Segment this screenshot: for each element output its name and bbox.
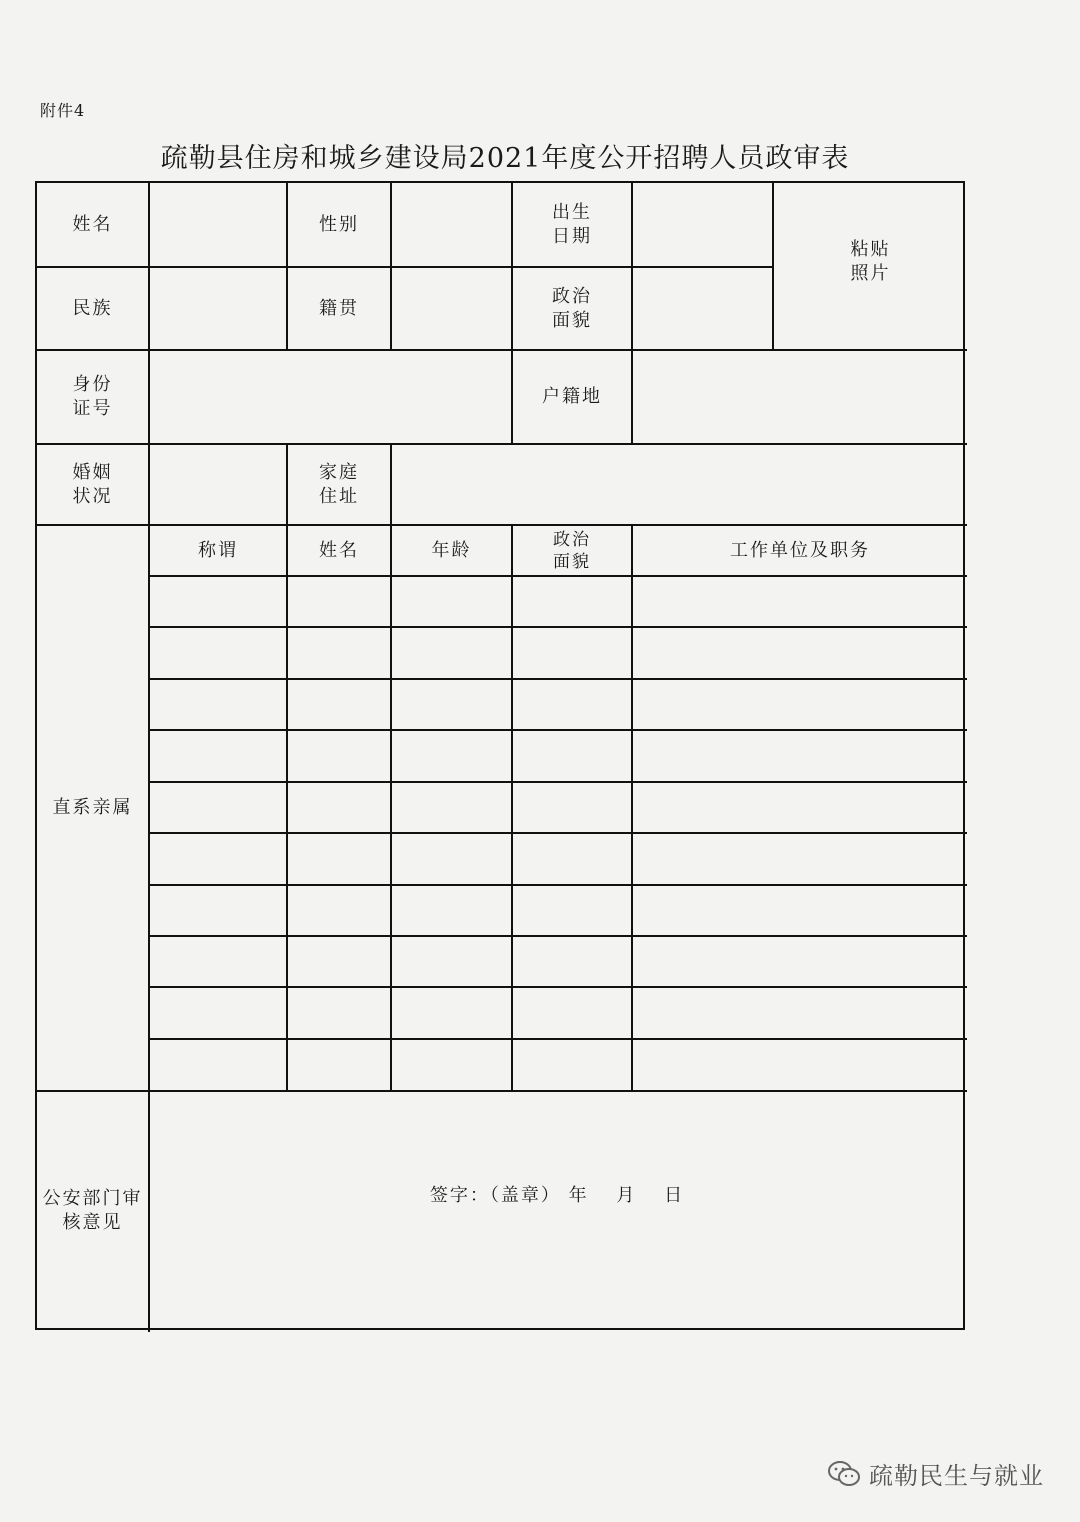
row-divider bbox=[149, 678, 967, 680]
ethnicity-value-field[interactable] bbox=[150, 268, 286, 349]
watermark-text: 疏勒民生与就业 bbox=[869, 1462, 1044, 1490]
row-divider bbox=[37, 1090, 967, 1092]
gender-value-field[interactable] bbox=[392, 183, 511, 266]
row-divider bbox=[149, 832, 967, 834]
gender-label: 性别 bbox=[319, 213, 359, 235]
signature-line: 签字：（盖章） bbox=[429, 1185, 561, 1206]
row-divider bbox=[149, 781, 967, 783]
police-review-signature-area[interactable] bbox=[147, 1183, 967, 1209]
photo-area[interactable]: 粘贴 照片 bbox=[850, 239, 891, 284]
home-address-label: 家庭 住址 bbox=[319, 461, 359, 507]
relatives-header-workplace: 工作单位及职务 bbox=[730, 539, 870, 561]
form-title: 疏勒县住房和城乡建设局2021年度公开招聘人员政审表 bbox=[160, 143, 850, 174]
row-divider bbox=[149, 986, 967, 988]
column-divider bbox=[631, 524, 633, 1091]
marital-status-value-field[interactable] bbox=[150, 445, 286, 524]
watermark bbox=[827, 1456, 1044, 1491]
native-place-label: 籍贯 bbox=[319, 297, 359, 319]
political-status-label: 政治 面貌 bbox=[552, 285, 592, 331]
id-number-label: 身份 证号 bbox=[72, 374, 113, 419]
relatives-header-political-status: 政治 面貌 bbox=[553, 529, 591, 572]
row-divider bbox=[149, 729, 967, 731]
column-divider bbox=[511, 524, 513, 1091]
row-divider bbox=[149, 626, 967, 628]
native-place-value-field[interactable] bbox=[392, 268, 511, 349]
household-registration-value-field[interactable] bbox=[633, 351, 967, 443]
row-divider bbox=[149, 935, 967, 937]
row-divider bbox=[149, 575, 967, 577]
relatives-header-name: 姓名 bbox=[319, 539, 359, 561]
household-registration-label: 户籍地 bbox=[542, 386, 602, 407]
attachment-label: 附件4 bbox=[40, 101, 86, 120]
name-value-field[interactable] bbox=[150, 183, 286, 266]
birth-date-label: 出生 日期 bbox=[552, 201, 592, 247]
column-divider bbox=[286, 524, 288, 1091]
row-divider bbox=[149, 1038, 967, 1040]
home-address-value-field[interactable] bbox=[392, 445, 967, 524]
marital-status-label: 婚姻 状况 bbox=[72, 461, 113, 507]
signature-date: 年 月 日 bbox=[568, 1185, 685, 1206]
relatives-header-age: 年龄 bbox=[431, 539, 472, 561]
birth-date-value-field[interactable] bbox=[633, 183, 772, 266]
relatives-section-label: 直系亲属 bbox=[52, 797, 133, 818]
political-status-value-field[interactable] bbox=[633, 268, 772, 349]
wechat-icon bbox=[827, 1460, 861, 1488]
name-label: 姓名 bbox=[72, 213, 113, 235]
ethnicity-label: 民族 bbox=[72, 297, 113, 319]
relatives-header-relation: 称谓 bbox=[198, 539, 238, 561]
column-divider bbox=[390, 524, 392, 1091]
id-number-value-field[interactable] bbox=[150, 351, 511, 443]
police-review-label: 公安部门审 核意见 bbox=[42, 1188, 143, 1233]
review-form-table bbox=[35, 181, 965, 1330]
row-divider bbox=[149, 884, 967, 886]
